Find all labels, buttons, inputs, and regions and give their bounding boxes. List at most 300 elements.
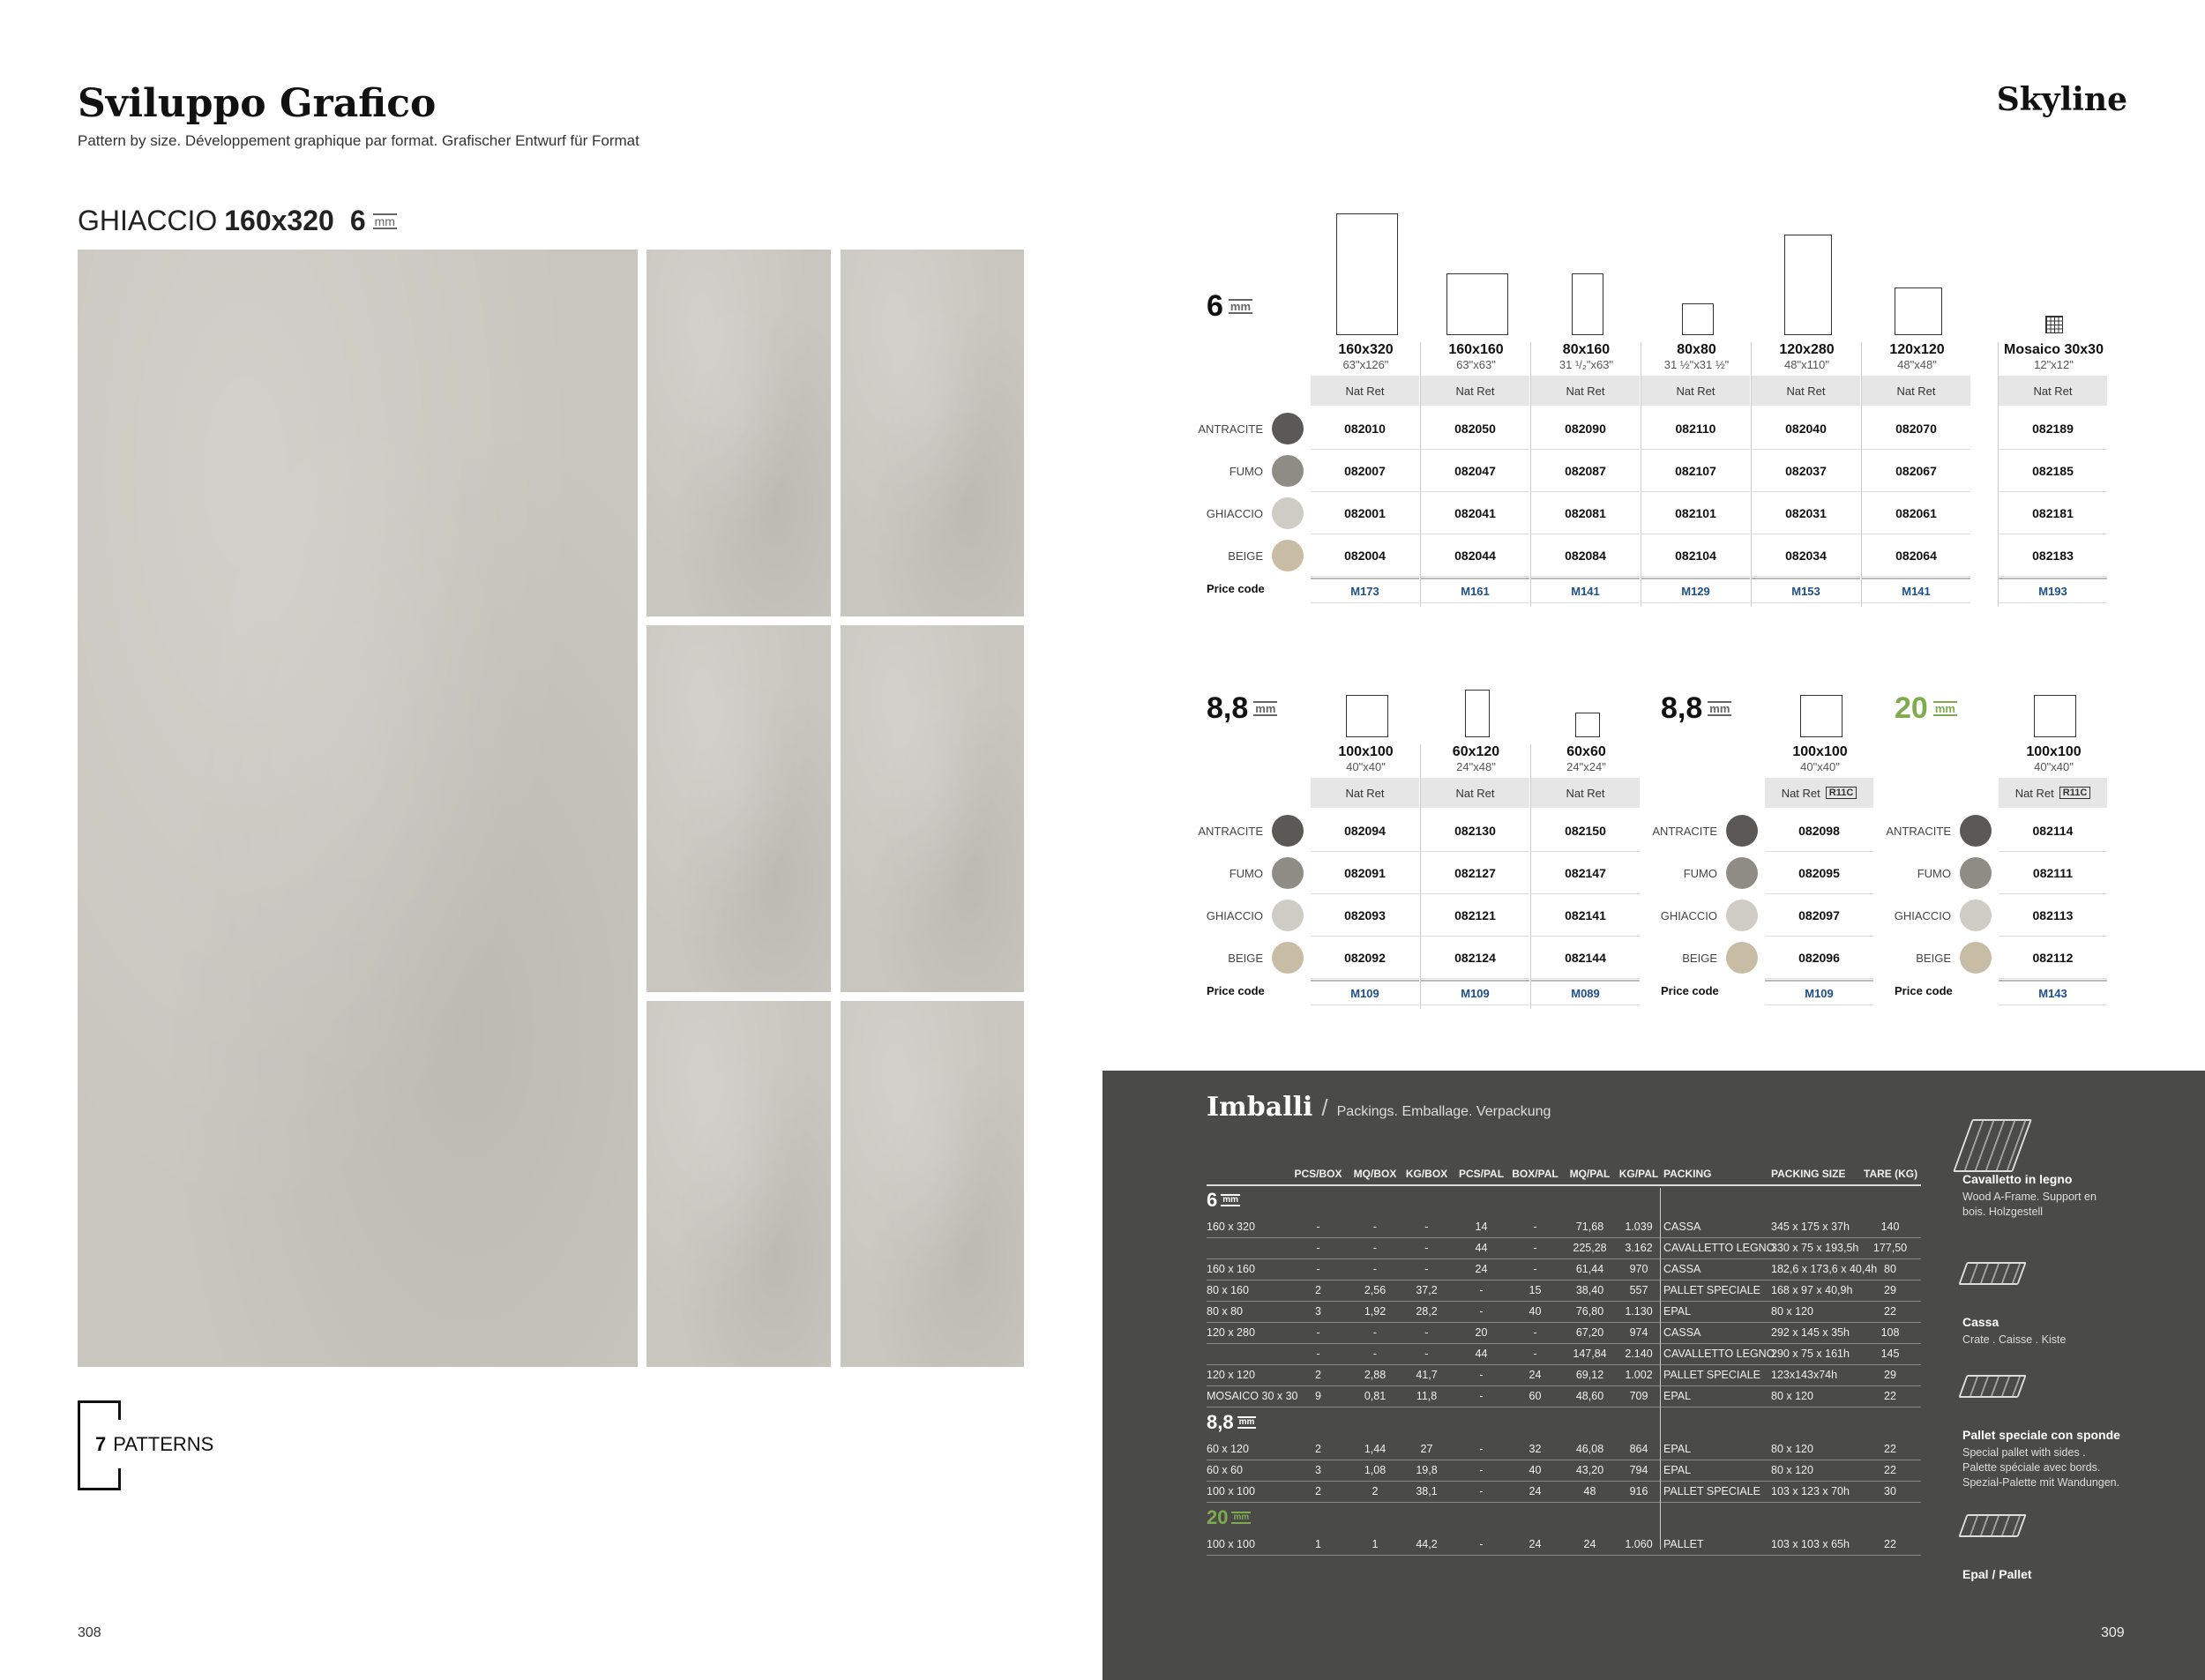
packing-row — [1207, 1301, 1921, 1323]
finish-header — [1752, 376, 1860, 406]
finish-label: Nat Ret — [1455, 786, 1495, 800]
patterns-count: 7 — [95, 1433, 107, 1455]
packing-format: 120 x 280 — [1207, 1326, 1255, 1339]
format-inches: 48"x48" — [1897, 358, 1937, 371]
product-code: 082101 — [1641, 493, 1750, 534]
format-inches: 40"x40" — [2034, 760, 2074, 773]
packing-cell: 38,40 — [1575, 1284, 1604, 1296]
packing-row — [1207, 1343, 1921, 1365]
packing-cell: 15 — [1529, 1284, 1542, 1296]
packing-cell: 80 x 120 — [1771, 1443, 1813, 1455]
format-header — [1421, 342, 1531, 371]
page-subtitle: Pattern by size. Développement graphique par format. Grafischer Entwurf für Format — [78, 132, 639, 149]
format-header — [1531, 342, 1641, 371]
tile-piece — [841, 250, 1024, 616]
group-thickness: 20 — [1207, 1506, 1229, 1528]
packing-cell: 37,2 — [1416, 1284, 1438, 1296]
color-label: GHIACCIO — [1206, 506, 1263, 520]
color-label: ANTRACITE — [1198, 824, 1263, 838]
product-code: 082044 — [1421, 535, 1529, 577]
product-code: 082064 — [1862, 535, 1970, 577]
tile-format-icon — [1346, 695, 1388, 737]
product-code: 082150 — [1531, 810, 1640, 852]
packing-cell: 14 — [1475, 1221, 1488, 1233]
packing-cell: 292 x 145 x 35h — [1771, 1326, 1850, 1339]
finish-header — [1421, 778, 1529, 808]
color-swatch — [1272, 815, 1304, 847]
packing-cell: - — [1316, 1221, 1320, 1233]
packing-cell: 67,20 — [1575, 1326, 1604, 1339]
packing-cell: CASSA — [1663, 1263, 1701, 1275]
packing-cell: - — [1479, 1390, 1484, 1402]
packing-column-header: PCS/BOX — [1294, 1168, 1342, 1180]
packing-cell: 20 — [1475, 1326, 1488, 1339]
packing-cell: 61,44 — [1575, 1263, 1604, 1275]
packing-row — [1207, 1216, 1921, 1238]
color-label: FUMO — [1683, 866, 1717, 880]
color-swatch — [1272, 900, 1304, 931]
packing-cell: 24 — [1529, 1485, 1542, 1497]
packing-cell: EPAL — [1663, 1305, 1692, 1318]
color-swatch — [1960, 857, 1992, 889]
tile-format-icon — [1575, 713, 1600, 737]
finish-label: Nat Ret — [1676, 384, 1715, 398]
format-size: 120x280 — [1779, 342, 1835, 357]
packing-cell: - — [1424, 1326, 1429, 1339]
packing-cell: 2 — [1315, 1284, 1321, 1296]
thickness-label — [1207, 289, 1252, 324]
packing-cell: 1.130 — [1625, 1305, 1653, 1318]
color-label: GHIACCIO — [1206, 908, 1263, 922]
packing-cell: 3 — [1315, 1464, 1321, 1476]
group-thickness: 6 — [1207, 1189, 1218, 1211]
thickness-label — [1895, 691, 1957, 726]
packing-cell: - — [1479, 1485, 1484, 1497]
packing-format: MOSAICO 30 x 30 — [1207, 1390, 1298, 1402]
price-code-label: Price code — [1207, 582, 1265, 595]
product-code: 082087 — [1531, 451, 1640, 492]
format-header — [1999, 342, 2109, 371]
format-inches: 40"x40" — [1800, 760, 1840, 773]
packing-cell: 28,2 — [1416, 1305, 1438, 1318]
packing-cell: 140 — [1880, 1221, 1900, 1233]
legend-desc: Crate . Caisse . Kiste — [1962, 1333, 2067, 1346]
brand-name: Skyline — [1996, 81, 2127, 118]
packing-cell: - — [1372, 1263, 1378, 1275]
column-divider — [1420, 342, 1421, 607]
group-thickness: 8,8 — [1207, 1411, 1234, 1433]
finish-header — [1999, 376, 2107, 406]
packing-cell: 345 x 175 x 37h — [1771, 1221, 1850, 1233]
packing-row — [1207, 1385, 1921, 1407]
mm-unit: mm — [1222, 1195, 1239, 1205]
packing-cell: 46,08 — [1575, 1443, 1604, 1455]
packing-cell: CAVALLETTO LEGNO — [1663, 1348, 1775, 1360]
packing-column-header: MQ/PAL — [1569, 1168, 1611, 1180]
packing-cell: 80 x 120 — [1771, 1390, 1813, 1402]
packing-cell: 1 — [1315, 1538, 1321, 1550]
packing-cell: 40 — [1529, 1464, 1542, 1476]
format-size: Mosaico 30x30 — [2004, 342, 2104, 357]
packing-cell: 1.060 — [1625, 1538, 1653, 1550]
format-size: 160x320 — [1338, 342, 1394, 357]
packing-cell: 1,92 — [1364, 1305, 1387, 1318]
packing-cell: - — [1424, 1348, 1429, 1360]
packing-cell: 71,68 — [1575, 1221, 1604, 1233]
price-code: M173 — [1311, 578, 1419, 603]
packing-cell: PALLET SPECIALE — [1663, 1284, 1761, 1296]
product-code: 082189 — [1999, 408, 2107, 450]
column-divider — [1998, 342, 1999, 607]
packing-row — [1207, 1322, 1921, 1344]
tile-format-icon — [1800, 695, 1842, 737]
format-size: 60x120 — [1452, 744, 1500, 759]
format-size: 100x100 — [2026, 744, 2082, 759]
product-code: 082098 — [1765, 810, 1873, 852]
packing-cell: 177,50 — [1872, 1242, 1908, 1254]
packing-cell: 22 — [1884, 1443, 1896, 1455]
packing-title: Imballi — [1207, 1092, 1313, 1123]
packing-format: 160 x 320 — [1207, 1221, 1255, 1233]
slip-badge: R11C — [1826, 787, 1857, 799]
finish-label: Nat Ret — [1781, 786, 1820, 800]
product-code: 082097 — [1765, 895, 1873, 937]
title-slash: / — [1321, 1094, 1328, 1121]
legend-title: Cavalletto in legno — [1962, 1172, 2073, 1186]
product-code: 082096 — [1765, 937, 1873, 979]
packing-cell: 24 — [1529, 1538, 1542, 1550]
price-code: M109 — [1311, 980, 1419, 1005]
format-header — [1311, 342, 1421, 371]
format-inches: 31 ¹/₂"x63" — [1558, 358, 1614, 371]
product-code: 082091 — [1311, 853, 1419, 894]
format-inches: 40"x40" — [1346, 760, 1386, 773]
product-code: 082144 — [1531, 937, 1640, 979]
color-label: BEIGE — [1682, 951, 1717, 965]
packing-cell: 2 — [1315, 1443, 1321, 1455]
packing-cell: 27 — [1420, 1443, 1433, 1455]
packing-cell: 709 — [1629, 1390, 1648, 1402]
product-code: 082185 — [1999, 451, 2107, 492]
product-code: 082183 — [1999, 535, 2107, 577]
packing-cell: 2,56 — [1364, 1284, 1387, 1296]
finish-label: Nat Ret — [1566, 384, 1605, 398]
color-label: ANTRACITE — [1652, 824, 1717, 838]
product-code: 082050 — [1421, 408, 1529, 450]
color-label: FUMO — [1917, 866, 1951, 880]
mm-unit: mm — [1230, 300, 1252, 313]
color-label: FUMO — [1229, 464, 1263, 478]
packing-cell: 168 x 97 x 40,9h — [1771, 1284, 1853, 1296]
product-code: 082110 — [1641, 408, 1750, 450]
packing-cell: 22 — [1884, 1305, 1896, 1318]
product-code: 082041 — [1421, 493, 1529, 534]
crate-icon — [1958, 1262, 2026, 1285]
product-code: 082094 — [1311, 810, 1419, 852]
mosaic-grid-icon — [2045, 316, 2063, 333]
mm-unit: mm — [1255, 702, 1276, 715]
color-label: BEIGE — [1228, 951, 1263, 965]
product-code: 082124 — [1421, 937, 1529, 979]
packing-cell: EPAL — [1663, 1390, 1692, 1402]
packing-cell: 80 — [1884, 1263, 1896, 1275]
price-code: M141 — [1531, 578, 1640, 603]
packing-column-header: PCS/PAL — [1458, 1168, 1505, 1180]
product-code: 082081 — [1531, 493, 1640, 534]
packing-cell: 76,80 — [1575, 1305, 1604, 1318]
mm-unit: mm — [1238, 1417, 1255, 1427]
tile-piece — [647, 250, 831, 616]
packing-cell: 48 — [1583, 1485, 1596, 1497]
packing-cell: EPAL — [1663, 1464, 1692, 1476]
packing-cell: 69,12 — [1575, 1369, 1604, 1381]
product-code: 082147 — [1531, 853, 1640, 894]
product-code: 082034 — [1752, 535, 1860, 577]
packing-cell: 864 — [1629, 1443, 1648, 1455]
tile-format-icon — [1336, 213, 1398, 335]
packing-group-label — [1207, 1507, 1251, 1528]
packing-column-header: KG/PAL — [1618, 1168, 1659, 1180]
mm-unit: mm — [1709, 702, 1730, 715]
color-label: FUMO — [1229, 866, 1263, 880]
finish-header — [1862, 376, 1970, 406]
legend-title: Epal / Pallet — [1962, 1567, 2032, 1581]
packing-subtitle: Packings. Emballage. Verpackung — [1336, 1104, 1551, 1119]
column-divider — [1420, 744, 1421, 1009]
product-code: 082067 — [1862, 451, 1970, 492]
product-code: 082004 — [1311, 535, 1419, 577]
thickness-label — [1207, 691, 1277, 726]
finish-header — [1765, 778, 1873, 808]
mm-unit: mm — [1934, 702, 1955, 715]
packing-header-row — [1207, 1163, 1921, 1186]
color-label: BEIGE — [1916, 951, 1951, 965]
product-code: 082061 — [1862, 493, 1970, 534]
format-inches: 24"x48" — [1456, 760, 1496, 773]
packing-cell: 60 — [1529, 1390, 1542, 1402]
packing-cell: 80 x 120 — [1771, 1305, 1813, 1318]
product-code: 082113 — [1999, 895, 2107, 937]
format-header — [1765, 744, 1875, 773]
color-swatch — [1726, 942, 1758, 974]
wood-a-frame-icon — [1953, 1119, 2032, 1172]
tile-format-icon — [2034, 695, 2076, 737]
format-inches: 63"x63" — [1456, 358, 1496, 371]
format-size: 80x80 — [1677, 342, 1716, 357]
price-code: M143 — [1999, 980, 2107, 1005]
price-code-label: Price code — [1207, 984, 1265, 997]
finish-label: Nat Ret — [1786, 384, 1826, 398]
packing-cell: 40 — [1529, 1305, 1542, 1318]
packing-cell: 30 — [1884, 1485, 1896, 1497]
packing-cell: 1 — [1372, 1538, 1379, 1550]
format-header — [1641, 342, 1752, 371]
tile-format-icon — [1572, 273, 1603, 335]
color-label: ANTRACITE — [1886, 824, 1951, 838]
packing-cell: - — [1424, 1221, 1429, 1233]
packing-cell: 22 — [1884, 1538, 1896, 1550]
product-code: 082114 — [1999, 810, 2107, 852]
price-code-label: Price code — [1895, 984, 1953, 997]
packing-format: 60 x 120 — [1207, 1443, 1249, 1455]
packing-cell: 44 — [1475, 1348, 1488, 1360]
packing-cell: 970 — [1629, 1263, 1648, 1275]
product-code: 082130 — [1421, 810, 1529, 852]
patterns-badge-tick-bottom — [118, 1468, 121, 1488]
packing-cell: 29 — [1884, 1284, 1896, 1296]
packing-cell: 794 — [1629, 1464, 1648, 1476]
packing-cell: EPAL — [1663, 1443, 1692, 1455]
tile-piece — [841, 1001, 1024, 1367]
packing-cell: 3 — [1315, 1305, 1321, 1318]
packing-cell: 1,08 — [1364, 1464, 1387, 1476]
tile-large — [78, 250, 638, 1367]
color-label: BEIGE — [1228, 549, 1263, 563]
price-code: M141 — [1862, 578, 1970, 603]
thickness-label — [1661, 691, 1731, 726]
packing-cell: 225,28 — [1573, 1242, 1607, 1254]
packing-cell: 3.162 — [1625, 1242, 1653, 1254]
packing-cell: - — [1372, 1326, 1378, 1339]
product-code: 082010 — [1311, 408, 1419, 450]
epal-pallet-icon — [1958, 1514, 2026, 1537]
packing-cell: - — [1479, 1369, 1484, 1381]
packing-row — [1207, 1237, 1921, 1259]
packing-cell: - — [1316, 1348, 1320, 1360]
tile-heading — [78, 205, 397, 237]
color-swatch — [1272, 540, 1304, 571]
page-title: Sviluppo Grafico — [78, 81, 437, 126]
packing-format: 120 x 120 — [1207, 1369, 1255, 1381]
tile-thickness: 6 — [349, 205, 366, 236]
legend-title: Cassa — [1962, 1315, 1999, 1329]
product-code: 082111 — [1999, 853, 2107, 894]
price-code: M109 — [1421, 980, 1529, 1005]
packing-cell: PALLET SPECIALE — [1663, 1369, 1761, 1381]
product-code: 082104 — [1641, 535, 1750, 577]
packing-cell: 103 x 123 x 70h — [1771, 1485, 1850, 1497]
format-inches: 63"x126" — [1342, 358, 1389, 371]
packing-cell: - — [1479, 1443, 1484, 1455]
packing-cell: 1.002 — [1625, 1369, 1653, 1381]
format-header — [1311, 744, 1421, 773]
product-code: 082095 — [1765, 853, 1873, 894]
format-size: 120x120 — [1889, 342, 1945, 357]
patterns-text: PATTERNS — [113, 1433, 214, 1455]
format-header — [1999, 744, 2109, 773]
packing-cell: - — [1372, 1221, 1378, 1233]
slip-badge: R11C — [2059, 787, 2091, 799]
product-code: 082040 — [1752, 408, 1860, 450]
thickness-value: 8,8 — [1207, 691, 1249, 725]
thickness-value: 8,8 — [1661, 691, 1703, 725]
packing-column-header: MQ/BOX — [1353, 1168, 1397, 1180]
packing-cell: 19,8 — [1416, 1464, 1438, 1476]
patterns-label — [95, 1433, 213, 1456]
format-inches: 48"x110" — [1784, 358, 1829, 371]
packing-cell: 2 — [1315, 1485, 1321, 1497]
packing-cell: 916 — [1629, 1485, 1648, 1497]
packing-cell: - — [1533, 1326, 1537, 1339]
packing-cell: 974 — [1629, 1326, 1648, 1339]
packing-cell: 2 — [1315, 1369, 1321, 1381]
price-code: M153 — [1752, 578, 1860, 603]
tile-format-icon — [1784, 235, 1832, 335]
packing-format: 80 x 80 — [1207, 1305, 1244, 1318]
packing-cell: 2.140 — [1625, 1348, 1653, 1360]
finish-label: Nat Ret — [1345, 786, 1385, 800]
packing-cell: - — [1424, 1242, 1429, 1254]
color-swatch — [1960, 900, 1992, 931]
tile-format-icon — [1446, 273, 1508, 335]
packing-cell: 38,1 — [1416, 1485, 1438, 1497]
packing-cell: 44 — [1475, 1242, 1488, 1254]
packing-cell: - — [1372, 1242, 1378, 1254]
packing-cell: 44,2 — [1416, 1538, 1438, 1550]
format-size: 100x100 — [1792, 744, 1848, 759]
packing-cell: 24 — [1475, 1263, 1488, 1275]
finish-label: Nat Ret — [1896, 384, 1936, 398]
tile-name: GHIACCIO — [78, 205, 218, 236]
packing-cell: 557 — [1629, 1284, 1648, 1296]
color-swatch — [1960, 815, 1992, 847]
packing-row — [1207, 1258, 1921, 1281]
product-code: 082084 — [1531, 535, 1640, 577]
color-swatch — [1726, 815, 1758, 847]
format-header — [1862, 342, 1972, 371]
finish-label: Nat Ret — [1455, 384, 1495, 398]
packing-cell: 24 — [1583, 1538, 1596, 1550]
packing-panel — [1102, 1071, 2205, 1680]
packing-cell: CASSA — [1663, 1326, 1701, 1339]
packing-cell: CAVALLETTO LEGNO — [1663, 1242, 1775, 1254]
color-label: GHIACCIO — [1660, 908, 1717, 922]
packing-cell: - — [1479, 1284, 1484, 1296]
color-swatch — [1272, 857, 1304, 889]
finish-header — [1311, 778, 1419, 808]
packing-cell: - — [1533, 1221, 1537, 1233]
color-swatch — [1272, 497, 1304, 529]
packing-cell: 147,84 — [1573, 1348, 1607, 1360]
finish-header — [1531, 376, 1640, 406]
format-size: 100x100 — [1338, 744, 1394, 759]
format-header — [1752, 342, 1862, 371]
finish-label: Nat Ret — [1566, 786, 1605, 800]
price-code: M129 — [1641, 578, 1750, 603]
packing-row — [1207, 1438, 1921, 1460]
patterns-badge-tick-top — [118, 1400, 121, 1420]
column-divider — [1530, 342, 1531, 607]
packing-group-label — [1207, 1190, 1240, 1211]
legend-desc: Special pallet with sides . Palette spéciale avec bords. Spezial-Palette mit Wandungen. — [1962, 1446, 2120, 1489]
format-inches: 12"x12" — [2034, 358, 2074, 371]
color-swatch — [1726, 900, 1758, 931]
packing-cell: PALLET — [1663, 1538, 1704, 1550]
format-inches: 24"x24" — [1566, 760, 1606, 773]
packing-format: 100 x 100 — [1207, 1538, 1255, 1550]
finish-header — [1999, 778, 2107, 808]
packing-column-header: PACKING SIZE — [1771, 1168, 1846, 1180]
product-code: 082092 — [1311, 937, 1419, 979]
packing-row — [1207, 1364, 1921, 1386]
packing-cell: 9 — [1315, 1390, 1321, 1402]
product-code: 082107 — [1641, 451, 1750, 492]
packing-cell: - — [1424, 1263, 1429, 1275]
format-size: 80x160 — [1562, 342, 1611, 357]
color-label: ANTRACITE — [1198, 422, 1263, 436]
packing-cell: 24 — [1529, 1369, 1542, 1381]
product-code: 082047 — [1421, 451, 1529, 492]
